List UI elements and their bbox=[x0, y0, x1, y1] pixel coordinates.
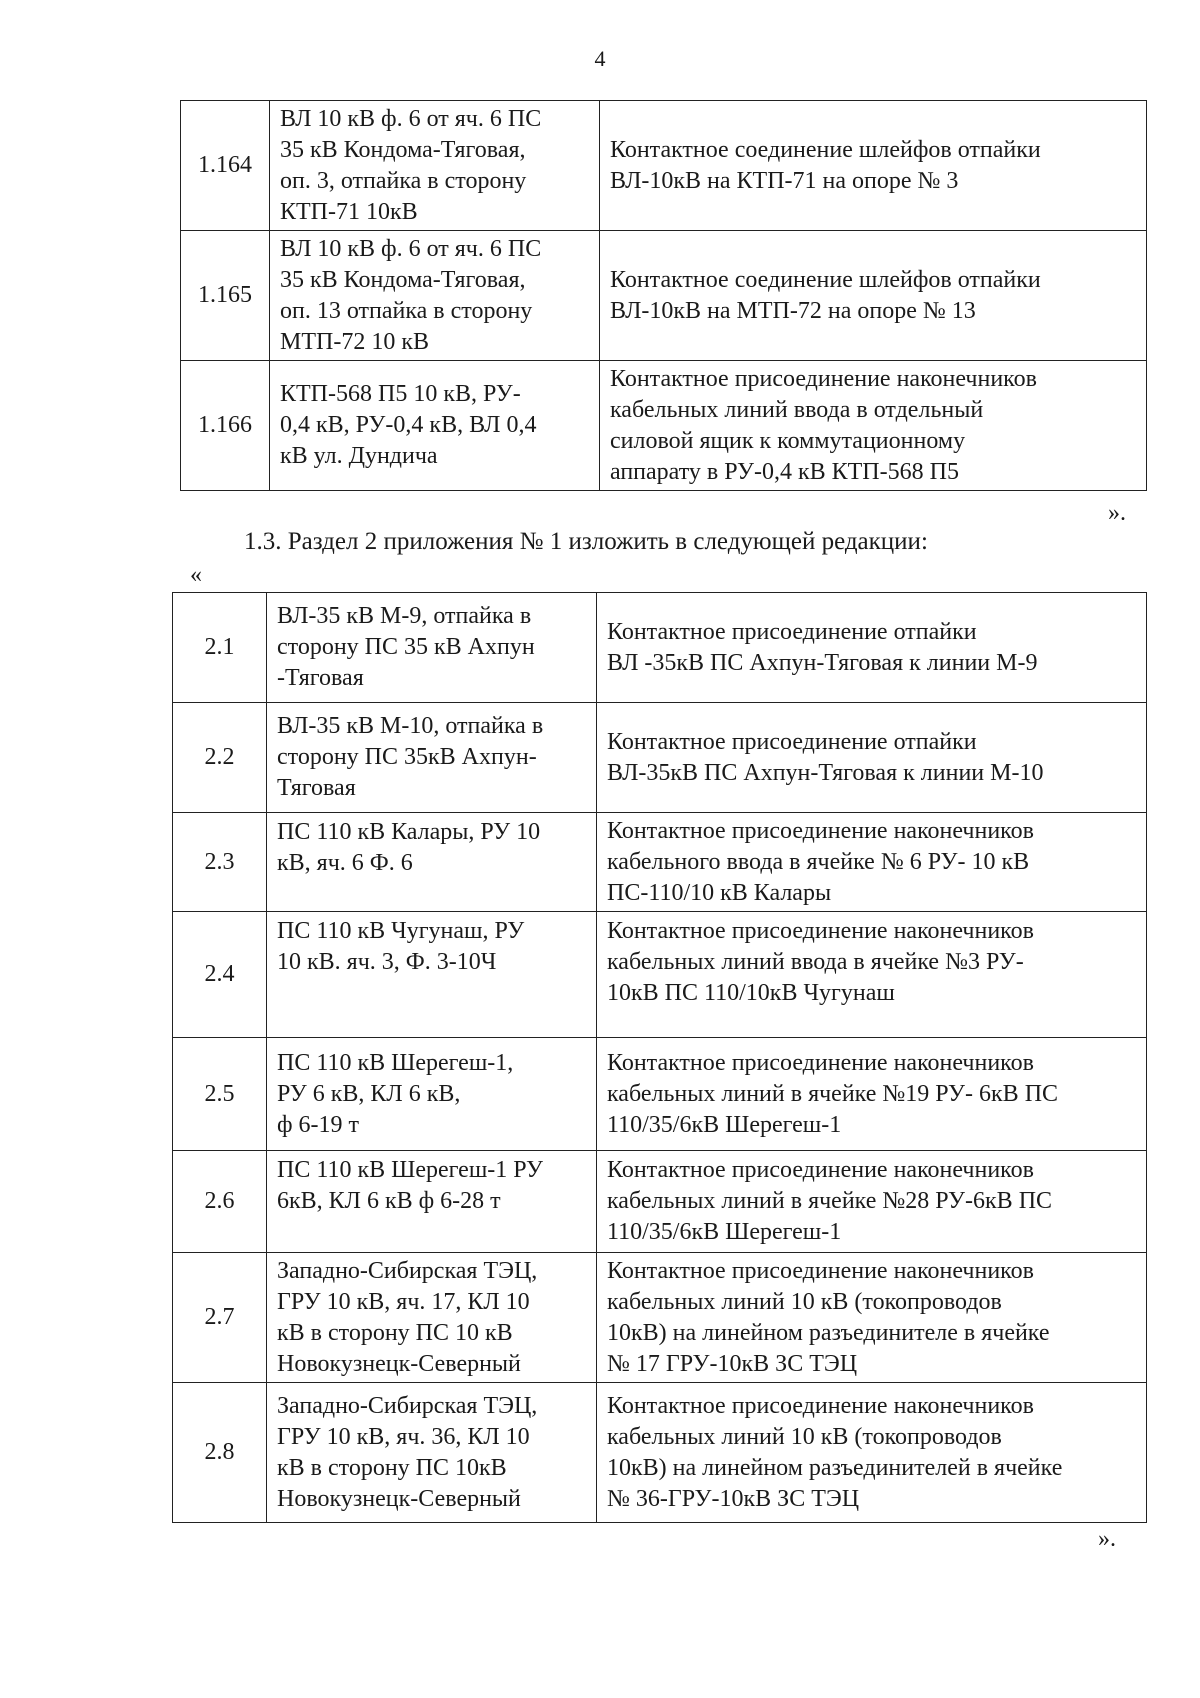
section-heading: 1.3. Раздел 2 приложения № 1 изложить в следующей редакции: bbox=[244, 528, 928, 555]
description-cell: Контактное присоединение отпайки ВЛ-35кВ ПС Ахпун-Тяговая к линии М-10 bbox=[597, 703, 1147, 813]
table-row bbox=[181, 101, 1147, 231]
row-number: 2.7 bbox=[173, 1253, 267, 1383]
row-number: 2.5 bbox=[173, 1038, 267, 1151]
location-cell: Западно-Сибирская ТЭЦ, ГРУ 10 кВ, яч. 17, КЛ 10 кВ в сторону ПС 10 кВ Новокузнецк-Северный bbox=[267, 1253, 597, 1383]
row-number: 1.166 bbox=[181, 361, 270, 491]
location-cell: ВЛ-35 кВ М-10, отпайка в сторону ПС 35кВ Ахпун- Тяговая bbox=[267, 703, 597, 813]
location-cell: ПС 110 кВ Шерегеш-1, РУ 6 кВ, КЛ 6 кВ, ф 6-19 т bbox=[267, 1038, 597, 1151]
row-number: 1.164 bbox=[181, 101, 270, 231]
location-cell: КТП-568 П5 10 кВ, РУ- 0,4 кВ, РУ-0,4 кВ, ВЛ 0,4 кВ ул. Дундича bbox=[270, 361, 600, 491]
closing-quote: ». bbox=[1108, 500, 1126, 526]
row-number: 1.165 bbox=[181, 231, 270, 361]
table-row bbox=[173, 912, 1147, 1038]
page-number: 4 bbox=[594, 46, 606, 71]
table-row bbox=[173, 593, 1147, 703]
location-cell: ПС 110 кВ Чугунаш, РУ 10 кВ. яч. 3, Ф. 3-10Ч bbox=[267, 912, 597, 1038]
row-number: 2.6 bbox=[173, 1151, 267, 1253]
description-cell: Контактное присоединение наконечников кабельных линий ввода в отдельный силовой ящик к коммутационному аппарату в РУ-0,4 кВ КТП-568 П5 bbox=[600, 361, 1147, 491]
location-cell: ВЛ 10 кВ ф. 6 от яч. 6 ПС 35 кВ Кондома-Тяговая, оп. 13 отпайка в сторону МТП-72 10 кВ bbox=[270, 231, 600, 361]
row-number: 2.8 bbox=[173, 1383, 267, 1523]
location-cell: Западно-Сибирская ТЭЦ, ГРУ 10 кВ, яч. 36, КЛ 10 кВ в сторону ПС 10кВ Новокузнецк-Северный bbox=[267, 1383, 597, 1523]
table-row bbox=[173, 1038, 1147, 1151]
table-row bbox=[173, 813, 1147, 912]
location-cell: ВЛ 10 кВ ф. 6 от яч. 6 ПС 35 кВ Кондома-Тяговая, оп. 3, отпайка в сторону КТП-71 10кВ bbox=[270, 101, 600, 231]
table-row bbox=[181, 361, 1147, 491]
table-row bbox=[173, 1383, 1147, 1523]
table-section-2 bbox=[172, 592, 1147, 1523]
table-row bbox=[173, 703, 1147, 813]
description-cell: Контактное присоединение наконечников кабельного ввода в ячейке № 6 РУ- 10 кВ ПС-110/10 кВ Калары bbox=[597, 813, 1147, 912]
description-cell: Контактное присоединение отпайки ВЛ -35кВ ПС Ахпун-Тяговая к линии М-9 bbox=[597, 593, 1147, 703]
table-row bbox=[173, 1253, 1147, 1383]
table-row bbox=[173, 1151, 1147, 1253]
description-cell: Контактное присоединение наконечников кабельных линий 10 кВ (токопроводов 10кВ) на линейном разъединителе в ячейке № 17 ГРУ-10кВ ЗС ТЭЦ bbox=[597, 1253, 1147, 1383]
row-number: 2.1 bbox=[173, 593, 267, 703]
description-cell: Контактное присоединение наконечников кабельных линий в ячейке №28 РУ-6кВ ПС 110/35/6кВ Шерегеш-1 bbox=[597, 1151, 1147, 1253]
description-cell: Контактное соединение шлейфов отпайки ВЛ-10кВ на МТП-72 на опоре № 13 bbox=[600, 231, 1147, 361]
description-cell: Контактное соединение шлейфов отпайки ВЛ-10кВ на КТП-71 на опоре № 3 bbox=[600, 101, 1147, 231]
table-row bbox=[181, 231, 1147, 361]
closing-quote: ». bbox=[1098, 1526, 1116, 1552]
table-section-1-continued bbox=[180, 100, 1147, 491]
location-cell: ВЛ-35 кВ М-9, отпайка в сторону ПС 35 кВ Ахпун -Тяговая bbox=[267, 593, 597, 703]
row-number: 2.2 bbox=[173, 703, 267, 813]
description-cell: Контактное присоединение наконечников кабельных линий в ячейке №19 РУ- 6кВ ПС 110/35/6кВ Шерегеш-1 bbox=[597, 1038, 1147, 1151]
opening-quote: « bbox=[190, 562, 202, 588]
description-cell: Контактное присоединение наконечников кабельных линий 10 кВ (токопроводов 10кВ) на линейном разъединителей в ячейке № 36-ГРУ-10кВ ЗС ТЭЦ bbox=[597, 1383, 1147, 1523]
row-number: 2.3 bbox=[173, 813, 267, 912]
location-cell: ПС 110 кВ Шерегеш-1 РУ 6кВ, КЛ 6 кВ ф 6-28 т bbox=[267, 1151, 597, 1253]
location-cell: ПС 110 кВ Калары, РУ 10 кВ, яч. 6 Ф. 6 bbox=[267, 813, 597, 912]
row-number: 2.4 bbox=[173, 912, 267, 1038]
description-cell: Контактное присоединение наконечников кабельных линий ввода в ячейке №3 РУ- 10кВ ПС 110/10кВ Чугунаш bbox=[597, 912, 1147, 1038]
